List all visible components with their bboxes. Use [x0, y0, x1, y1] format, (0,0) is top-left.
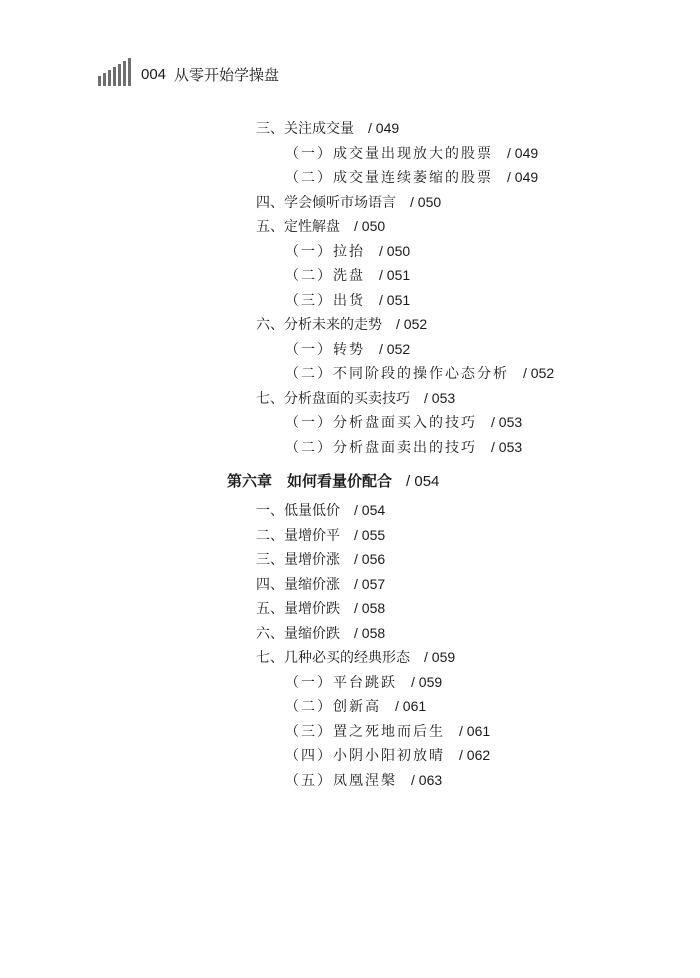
toc-title: 二、量增价平: [256, 528, 340, 544]
toc-title: 三、关注成交量: [256, 121, 354, 137]
toc-title: （三）置之死地而后生: [285, 724, 445, 740]
book-title: 从零开始学操盘: [174, 66, 280, 84]
toc-page-number: / 061: [459, 723, 491, 739]
toc-page-number: / 059: [424, 649, 456, 665]
toc-entry: [285, 672, 442, 693]
toc-page-number: / 054: [354, 502, 386, 518]
toc-page-number: / 053: [491, 414, 523, 430]
toc-title: （一）平台跳跃: [285, 675, 397, 691]
toc-title: 六、量缩价跌: [256, 626, 340, 642]
toc-title: （二）成交量连续萎缩的股票: [285, 170, 493, 186]
toc-page-number: / 052: [523, 365, 555, 381]
toc-page-number: / 049: [507, 169, 539, 185]
toc-page-number: / 053: [424, 390, 456, 406]
toc-page-number: / 059: [411, 674, 443, 690]
toc-title: 七、几种必买的经典形态: [256, 650, 410, 666]
toc-entry: [256, 623, 385, 644]
toc-title: （五）凤凰涅槃: [285, 773, 397, 789]
toc-entry: [285, 265, 410, 286]
toc-entry: [256, 192, 441, 213]
toc-page-number: / 057: [354, 576, 386, 592]
toc-title: 六、分析未来的走势: [256, 317, 382, 333]
toc-entry: [256, 525, 385, 546]
toc-entry: [256, 647, 455, 668]
toc-title: 五、量增价跌: [256, 601, 340, 617]
toc-entry: [256, 574, 385, 595]
toc-title: （一）拉抬: [285, 244, 365, 260]
toc-page-number: / 055: [354, 527, 386, 543]
toc-title: 四、量缩价涨: [256, 577, 340, 593]
toc-title: （一）转势: [285, 342, 365, 358]
toc-page-number: / 063: [411, 772, 443, 788]
toc-entry: [285, 363, 554, 384]
toc-title: （四）小阴小阳初放晴: [285, 748, 445, 764]
toc-entry: [256, 388, 455, 409]
toc-page-number: / 051: [379, 292, 411, 308]
toc-entry: [285, 412, 522, 433]
toc-entry: [285, 241, 410, 262]
toc-page-number: / 053: [491, 439, 523, 455]
toc-page-number: / 050: [379, 243, 411, 259]
toc-title: 第六章 如何看量价配合: [227, 472, 393, 490]
toc-entry: [285, 290, 410, 311]
toc-title: （一）成交量出现放大的股票: [285, 146, 493, 162]
toc-page-number: / 056: [354, 551, 386, 567]
toc-entry: [256, 500, 385, 521]
toc-title: （三）出货: [285, 293, 365, 309]
toc-title: 三、量增价涨: [256, 552, 340, 568]
toc-chapter: [227, 471, 439, 492]
toc-entry: [285, 167, 538, 188]
toc-entry: [285, 770, 442, 791]
toc-entry: [285, 745, 490, 766]
toc-entry: [285, 143, 538, 164]
toc-page-number: / 050: [410, 194, 442, 210]
toc-title: （一）分析盘面买入的技巧: [285, 415, 477, 431]
toc-entry: [285, 437, 522, 458]
toc-page-number: / 052: [396, 316, 428, 332]
toc-title: 一、低量低价: [256, 503, 340, 519]
toc-page-number: / 051: [379, 267, 411, 283]
toc-entry: [256, 216, 385, 237]
toc-page-number: / 058: [354, 600, 386, 616]
toc-title: （二）不同阶段的操作心态分析: [285, 366, 509, 382]
toc-entry: [256, 314, 427, 335]
toc-page-number: / 054: [406, 473, 440, 490]
toc-entry: [256, 549, 385, 570]
toc-page-number: / 062: [459, 747, 491, 763]
toc-page-number: / 050: [354, 218, 386, 234]
toc-title: （二）分析盘面卖出的技巧: [285, 440, 477, 456]
toc-entry: [285, 696, 426, 717]
toc-page-number: / 058: [354, 625, 386, 641]
toc-entry: [256, 118, 399, 139]
toc-page-number: / 061: [395, 698, 427, 714]
page-number: 004: [141, 66, 167, 83]
toc-page-number: / 049: [368, 120, 400, 136]
toc-page-number: / 049: [507, 145, 539, 161]
toc-entry: [285, 339, 410, 360]
toc-title: （二）洗盘: [285, 268, 365, 284]
toc-entry: [285, 721, 490, 742]
toc-page-number: / 052: [379, 341, 411, 357]
toc-title: 七、分析盘面的买卖技巧: [256, 391, 410, 407]
toc-title: （二）创新高: [285, 699, 381, 715]
toc-title: 五、定性解盘: [256, 219, 340, 235]
toc-entry: [256, 598, 385, 619]
toc-title: 四、学会倾听市场语言: [256, 195, 396, 211]
